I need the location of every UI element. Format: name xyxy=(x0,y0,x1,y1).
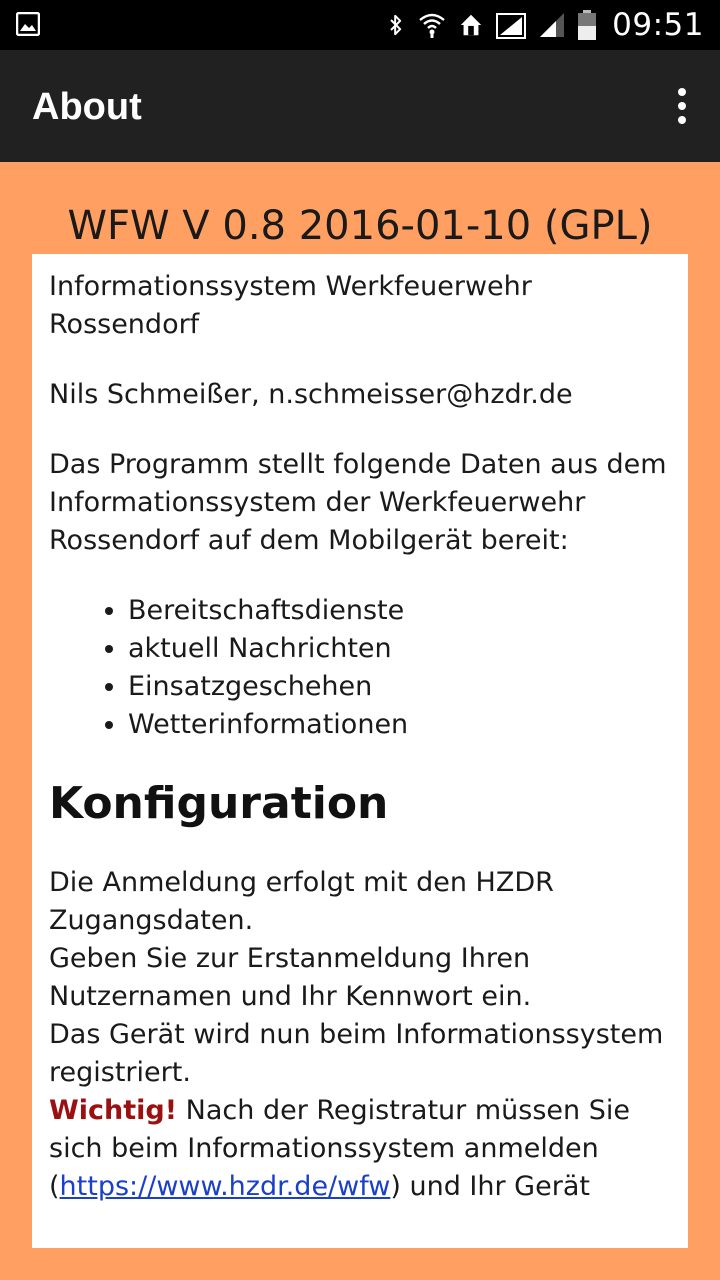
bluetooth-icon xyxy=(386,11,406,39)
list-item: • aktuell Nachrichten xyxy=(128,630,672,668)
signal-icon xyxy=(496,11,526,39)
config-text xyxy=(49,864,672,1206)
list-item: • Bereitschaftsdienste xyxy=(128,592,672,630)
about-content-panel[interactable] xyxy=(32,254,688,1248)
gallery-icon xyxy=(16,12,40,36)
description-text: Das Programm stellt folgende Daten aus dem Informationssystem der Werkfeuerwehr Rossendorf auf dem Mobilgerät bereit: xyxy=(49,449,667,556)
wifi-icon xyxy=(418,11,446,39)
home-icon xyxy=(458,11,484,39)
list-item: • Wetterinformationen xyxy=(128,706,672,744)
app-bar xyxy=(0,50,720,162)
intro-text: Informationssystem Werkfeuerwehr Rossendorf xyxy=(49,271,532,340)
battery-icon xyxy=(578,10,596,40)
config-line: Geben Sie zur Erstanmeldung Ihren Nutzernamen und Ihr Kennwort ein. xyxy=(49,943,532,1012)
status-time: 09:51 xyxy=(612,7,704,43)
signal-icon xyxy=(538,11,566,39)
config-line: Die Anmeldung erfolgt mit den HZDR Zugangsdaten. xyxy=(49,867,554,936)
list-item: • Einsatzgeschehen xyxy=(128,668,672,706)
page-title: About xyxy=(32,86,142,128)
config-heading: Konfiguration xyxy=(49,778,389,829)
warning-text-end: ) und Ihr Gerät xyxy=(390,1171,590,1202)
warning-paragraph xyxy=(49,1092,672,1206)
status-icons xyxy=(386,0,704,50)
feature-list xyxy=(49,592,672,744)
warning-text: Nach der Registratur müssen Sie sich beim Informationssystem anmelden ( xyxy=(49,1095,630,1202)
about-content xyxy=(32,254,688,1206)
wfw-link[interactable]: https://www.hzdr.de/wfw xyxy=(59,1171,391,1202)
version-title: WFW V 0.8 2016-01-10 (GPL) xyxy=(67,203,653,249)
status-bar xyxy=(0,0,720,50)
config-line: Das Gerät wird nun beim Informationssystem registriert. xyxy=(49,1019,664,1088)
warning-label: Wichtig! xyxy=(49,1095,178,1126)
overflow-menu-icon[interactable] xyxy=(672,86,692,126)
author-text: Nils Schmeißer, n.schmeisser@hzdr.de xyxy=(49,379,573,410)
